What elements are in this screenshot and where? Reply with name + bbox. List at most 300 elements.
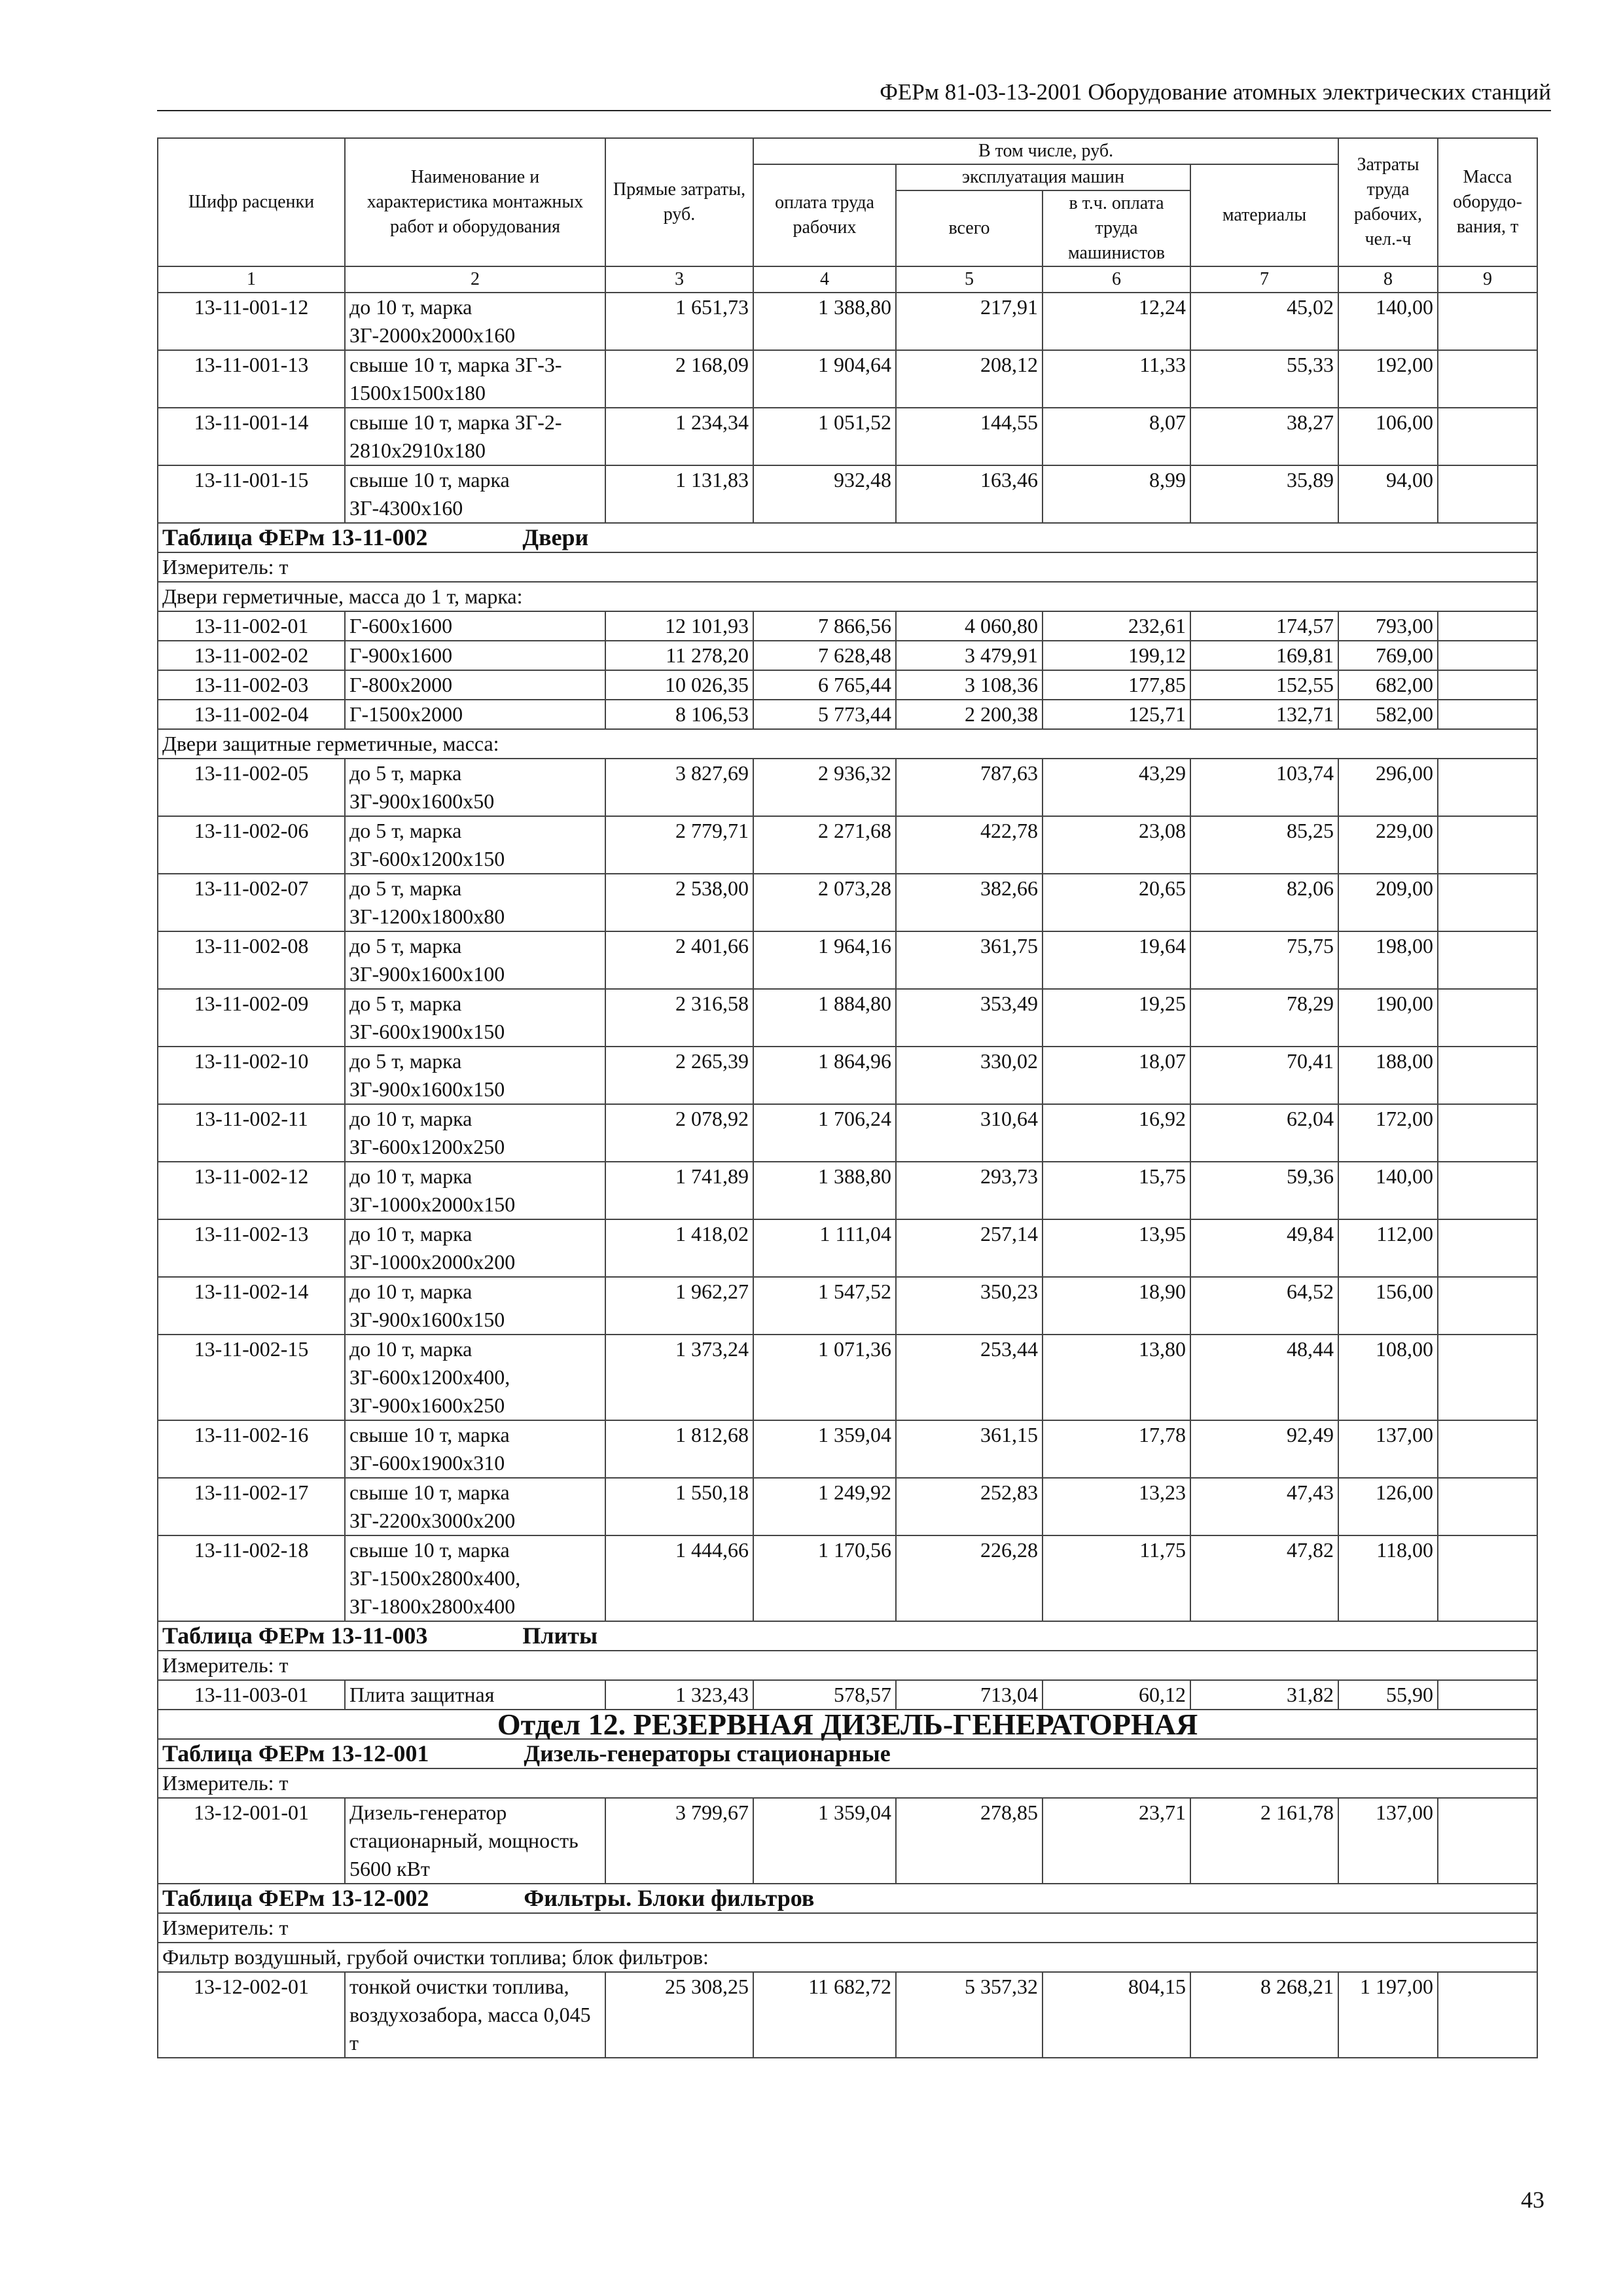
equipment-mass xyxy=(1438,670,1537,700)
materials-cost: 35,89 xyxy=(1190,465,1338,523)
worker-wages: 1 388,80 xyxy=(753,293,896,350)
machinist-wages: 43,29 xyxy=(1043,759,1190,816)
work-name: Г-900х1600 xyxy=(345,641,605,670)
labor-cost: 229,00 xyxy=(1338,816,1438,874)
work-name: до 5 т, марка ЗГ-600х1200х150 xyxy=(345,816,605,874)
equipment-mass xyxy=(1438,1162,1537,1219)
machine-cost: 278,85 xyxy=(896,1798,1043,1884)
labor-cost: 296,00 xyxy=(1338,759,1438,816)
machinist-wages: 19,25 xyxy=(1043,989,1190,1047)
direct-cost: 10 026,35 xyxy=(605,670,753,700)
rate-code: 13-11-003-01 xyxy=(158,1680,345,1710)
work-name: Плита защитная xyxy=(345,1680,605,1710)
machine-cost: 361,75 xyxy=(896,931,1043,989)
rate-code: 13-11-002-01 xyxy=(158,611,345,641)
worker-wages: 7 628,48 xyxy=(753,641,896,670)
rate-code: 13-11-002-06 xyxy=(158,816,345,874)
machinist-wages: 177,85 xyxy=(1043,670,1190,700)
work-name: свыше 10 т, марка ЗГ-600х1900х310 xyxy=(345,1420,605,1478)
table-row xyxy=(158,670,1537,700)
direct-cost: 2 779,71 xyxy=(605,816,753,874)
work-name: до 5 т, марка ЗГ-1200х1800х80 xyxy=(345,874,605,931)
labor-cost: 156,00 xyxy=(1338,1277,1438,1335)
rate-code: 13-11-002-13 xyxy=(158,1219,345,1277)
machine-cost: 2 200,38 xyxy=(896,700,1043,729)
col-wages-header: оплата труда рабочих xyxy=(753,164,896,266)
machine-cost: 253,44 xyxy=(896,1335,1043,1420)
direct-cost: 1 418,02 xyxy=(605,1219,753,1277)
machine-cost: 422,78 xyxy=(896,816,1043,874)
col-direct-header: Прямые затраты, руб. xyxy=(605,138,753,266)
machine-cost: 3 479,91 xyxy=(896,641,1043,670)
table-label: Таблица ФЕРм 13-11-003 xyxy=(162,1623,428,1649)
materials-cost: 103,74 xyxy=(1190,759,1338,816)
work-name: свыше 10 т, марка ЗГ-2-2810х2910х180 xyxy=(345,408,605,465)
machinist-wages: 8,07 xyxy=(1043,408,1190,465)
table-row xyxy=(158,465,1537,523)
direct-cost: 1 651,73 xyxy=(605,293,753,350)
direct-cost: 1 741,89 xyxy=(605,1162,753,1219)
table-label: Таблица ФЕРм 13-11-002 xyxy=(162,524,428,550)
table-title xyxy=(158,1739,1537,1768)
work-name: до 5 т, марка ЗГ-900х1600х150 xyxy=(345,1047,605,1104)
measure-unit: Измеритель: т xyxy=(158,552,1537,582)
direct-cost: 2 316,58 xyxy=(605,989,753,1047)
rate-code: 13-11-002-10 xyxy=(158,1047,345,1104)
machine-cost: 144,55 xyxy=(896,408,1043,465)
rate-code: 13-11-002-07 xyxy=(158,874,345,931)
table-name: Двери xyxy=(522,524,589,550)
materials-cost: 169,81 xyxy=(1190,641,1338,670)
machinist-wages: 13,23 xyxy=(1043,1478,1190,1535)
rate-code: 13-11-002-03 xyxy=(158,670,345,700)
group-row xyxy=(158,582,1537,611)
work-name: свыше 10 т, марка ЗГ-4300х160 xyxy=(345,465,605,523)
table-title-row xyxy=(158,523,1537,552)
machine-cost: 257,14 xyxy=(896,1219,1043,1277)
work-name: Г-800х2000 xyxy=(345,670,605,700)
machine-cost: 3 108,36 xyxy=(896,670,1043,700)
direct-cost: 1 812,68 xyxy=(605,1420,753,1478)
worker-wages: 1 071,36 xyxy=(753,1335,896,1420)
equipment-mass xyxy=(1438,1047,1537,1104)
materials-cost: 2 161,78 xyxy=(1190,1798,1338,1884)
equipment-mass xyxy=(1438,408,1537,465)
labor-cost: 172,00 xyxy=(1338,1104,1438,1162)
column-number: 9 xyxy=(1438,266,1537,293)
work-name: Г-600х1600 xyxy=(345,611,605,641)
work-name: до 10 т, марка ЗГ-2000х2000х160 xyxy=(345,293,605,350)
machine-cost: 217,91 xyxy=(896,293,1043,350)
rate-code: 13-11-002-14 xyxy=(158,1277,345,1335)
work-name: до 5 т, марка ЗГ-900х1600х100 xyxy=(345,931,605,989)
worker-wages: 1 964,16 xyxy=(753,931,896,989)
group-label: Двери герметичные, масса до 1 т, марка: xyxy=(158,582,1537,611)
measure-row xyxy=(158,1913,1537,1943)
materials-cost: 48,44 xyxy=(1190,1335,1338,1420)
worker-wages: 7 866,56 xyxy=(753,611,896,641)
worker-wages: 2 271,68 xyxy=(753,816,896,874)
machinist-wages: 199,12 xyxy=(1043,641,1190,670)
machine-cost: 382,66 xyxy=(896,874,1043,931)
rate-code: 13-12-002-01 xyxy=(158,1972,345,2058)
column-number: 6 xyxy=(1043,266,1190,293)
column-number: 7 xyxy=(1190,266,1338,293)
equipment-mass xyxy=(1438,1420,1537,1478)
work-name: Г-1500х2000 xyxy=(345,700,605,729)
worker-wages: 1 170,56 xyxy=(753,1535,896,1621)
materials-cost: 132,71 xyxy=(1190,700,1338,729)
rate-code: 13-11-001-13 xyxy=(158,350,345,408)
rate-code: 13-11-002-16 xyxy=(158,1420,345,1478)
table-name: Фильтры. Блоки фильтров xyxy=(524,1885,815,1911)
table-row xyxy=(158,1047,1537,1104)
equipment-mass xyxy=(1438,700,1537,729)
worker-wages: 1 706,24 xyxy=(753,1104,896,1162)
table-name: Дизель-генераторы стационарные xyxy=(524,1740,891,1767)
materials-cost: 152,55 xyxy=(1190,670,1338,700)
measure-unit: Измеритель: т xyxy=(158,1768,1537,1798)
equipment-mass xyxy=(1438,816,1537,874)
machine-cost: 208,12 xyxy=(896,350,1043,408)
machinist-wages: 125,71 xyxy=(1043,700,1190,729)
machinist-wages: 17,78 xyxy=(1043,1420,1190,1478)
machine-cost: 353,49 xyxy=(896,989,1043,1047)
labor-cost: 140,00 xyxy=(1338,293,1438,350)
labor-cost: 94,00 xyxy=(1338,465,1438,523)
rate-code: 13-11-002-02 xyxy=(158,641,345,670)
direct-cost: 11 278,20 xyxy=(605,641,753,670)
group-label: Фильтр воздушный, грубой очистки топлива; блок фильтров: xyxy=(158,1943,1537,1972)
rate-code: 13-11-002-04 xyxy=(158,700,345,729)
machinist-wages: 20,65 xyxy=(1043,874,1190,931)
materials-cost: 55,33 xyxy=(1190,350,1338,408)
worker-wages: 1 904,64 xyxy=(753,350,896,408)
work-name: до 10 т, марка ЗГ-1000х2000х200 xyxy=(345,1219,605,1277)
column-number: 5 xyxy=(896,266,1043,293)
direct-cost: 1 373,24 xyxy=(605,1335,753,1420)
labor-cost: 55,90 xyxy=(1338,1680,1438,1710)
direct-cost: 1 234,34 xyxy=(605,408,753,465)
rate-code: 13-11-001-15 xyxy=(158,465,345,523)
materials-cost: 47,82 xyxy=(1190,1535,1338,1621)
table-row xyxy=(158,611,1537,641)
machinist-wages: 8,99 xyxy=(1043,465,1190,523)
machinist-wages: 12,24 xyxy=(1043,293,1190,350)
worker-wages: 1 388,80 xyxy=(753,1162,896,1219)
labor-cost: 106,00 xyxy=(1338,408,1438,465)
work-name: до 10 т, марка ЗГ-600х1200х250 xyxy=(345,1104,605,1162)
machine-cost: 252,83 xyxy=(896,1478,1043,1535)
machine-cost: 5 357,32 xyxy=(896,1972,1043,2058)
equipment-mass xyxy=(1438,989,1537,1047)
machine-cost: 163,46 xyxy=(896,465,1043,523)
materials-cost: 49,84 xyxy=(1190,1219,1338,1277)
direct-cost: 2 538,00 xyxy=(605,874,753,931)
worker-wages: 2 936,32 xyxy=(753,759,896,816)
machinist-wages: 16,92 xyxy=(1043,1104,1190,1162)
direct-cost: 25 308,25 xyxy=(605,1972,753,2058)
work-name: до 5 т, марка ЗГ-600х1900х150 xyxy=(345,989,605,1047)
labor-cost: 118,00 xyxy=(1338,1535,1438,1621)
equipment-mass xyxy=(1438,350,1537,408)
table-row xyxy=(158,700,1537,729)
table-row xyxy=(158,1335,1537,1420)
rate-code: 13-11-001-14 xyxy=(158,408,345,465)
labor-cost: 582,00 xyxy=(1338,700,1438,729)
column-number: 1 xyxy=(158,266,345,293)
equipment-mass xyxy=(1438,1478,1537,1535)
direct-cost: 12 101,93 xyxy=(605,611,753,641)
table-label: Таблица ФЕРм 13-12-001 xyxy=(162,1740,429,1767)
equipment-mass xyxy=(1438,611,1537,641)
materials-cost: 59,36 xyxy=(1190,1162,1338,1219)
machinist-wages: 23,08 xyxy=(1043,816,1190,874)
work-name: до 10 т, марка ЗГ-600х1200х400, ЗГ-900х1600х250 xyxy=(345,1335,605,1420)
machinist-wages: 13,95 xyxy=(1043,1219,1190,1277)
table-title xyxy=(158,523,1537,552)
rate-code: 13-12-001-01 xyxy=(158,1798,345,1884)
labor-cost: 140,00 xyxy=(1338,1162,1438,1219)
machinist-wages: 15,75 xyxy=(1043,1162,1190,1219)
worker-wages: 5 773,44 xyxy=(753,700,896,729)
measure-row xyxy=(158,552,1537,582)
rate-code: 13-11-002-11 xyxy=(158,1104,345,1162)
materials-cost: 75,75 xyxy=(1190,931,1338,989)
table-row xyxy=(158,816,1537,874)
page-number: 43 xyxy=(1521,2187,1544,2213)
machine-cost: 330,02 xyxy=(896,1047,1043,1104)
rate-code: 13-11-002-09 xyxy=(158,989,345,1047)
section-row xyxy=(158,1710,1537,1739)
col-including-header: В том числе, руб. xyxy=(753,138,1338,164)
materials-cost: 174,57 xyxy=(1190,611,1338,641)
machinist-wages: 11,75 xyxy=(1043,1535,1190,1621)
worker-wages: 1 359,04 xyxy=(753,1798,896,1884)
materials-cost: 8 268,21 xyxy=(1190,1972,1338,2058)
direct-cost: 8 106,53 xyxy=(605,700,753,729)
equipment-mass xyxy=(1438,759,1537,816)
work-name: свыше 10 т, марка ЗГ-3-1500х1500х180 xyxy=(345,350,605,408)
table-row xyxy=(158,1478,1537,1535)
labor-cost: 198,00 xyxy=(1338,931,1438,989)
machinist-wages: 18,90 xyxy=(1043,1277,1190,1335)
table-title-row xyxy=(158,1884,1537,1913)
materials-cost: 62,04 xyxy=(1190,1104,1338,1162)
column-number: 2 xyxy=(345,266,605,293)
equipment-mass xyxy=(1438,1335,1537,1420)
direct-cost: 1 550,18 xyxy=(605,1478,753,1535)
equipment-mass xyxy=(1438,1798,1537,1884)
worker-wages: 6 765,44 xyxy=(753,670,896,700)
direct-cost: 3 827,69 xyxy=(605,759,753,816)
equipment-mass xyxy=(1438,1219,1537,1277)
table-row xyxy=(158,931,1537,989)
labor-cost: 769,00 xyxy=(1338,641,1438,670)
worker-wages: 1 051,52 xyxy=(753,408,896,465)
work-name: тонкой очистки топлива, воздухозабора, масса 0,045 т xyxy=(345,1972,605,2058)
equipment-mass xyxy=(1438,1535,1537,1621)
rate-code: 13-11-002-18 xyxy=(158,1535,345,1621)
labor-cost: 137,00 xyxy=(1338,1798,1438,1884)
equipment-mass xyxy=(1438,465,1537,523)
worker-wages: 2 073,28 xyxy=(753,874,896,931)
machine-cost: 350,23 xyxy=(896,1277,1043,1335)
table-name: Плиты xyxy=(522,1623,598,1649)
materials-cost: 85,25 xyxy=(1190,816,1338,874)
measure-unit: Измеритель: т xyxy=(158,1913,1537,1943)
table-title-row xyxy=(158,1739,1537,1768)
table-row xyxy=(158,759,1537,816)
worker-wages: 932,48 xyxy=(753,465,896,523)
page-header: ФЕРм 81-03-13-2001 Оборудование атомных электрических станций xyxy=(157,77,1551,111)
rate-code: 13-11-002-12 xyxy=(158,1162,345,1219)
table-row xyxy=(158,1219,1537,1277)
table-title xyxy=(158,1884,1537,1913)
equipment-mass xyxy=(1438,931,1537,989)
machine-cost: 226,28 xyxy=(896,1535,1043,1621)
labor-cost: 108,00 xyxy=(1338,1335,1438,1420)
rate-code: 13-11-002-05 xyxy=(158,759,345,816)
direct-cost: 1 444,66 xyxy=(605,1535,753,1621)
table-row xyxy=(158,1162,1537,1219)
work-name: свыше 10 т, марка ЗГ-2200х3000х200 xyxy=(345,1478,605,1535)
machine-cost: 4 060,80 xyxy=(896,611,1043,641)
worker-wages: 11 682,72 xyxy=(753,1972,896,2058)
group-label: Двери защитные герметичные, масса: xyxy=(158,729,1537,759)
labor-cost: 1 197,00 xyxy=(1338,1972,1438,2058)
materials-cost: 47,43 xyxy=(1190,1478,1338,1535)
equipment-mass xyxy=(1438,1972,1537,2058)
col-materials-header: материалы xyxy=(1190,164,1338,266)
measure-unit: Измеритель: т xyxy=(158,1651,1537,1680)
labor-cost: 137,00 xyxy=(1338,1420,1438,1478)
materials-cost: 45,02 xyxy=(1190,293,1338,350)
table-row xyxy=(158,1680,1537,1710)
table-row xyxy=(158,1535,1537,1621)
table-row xyxy=(158,1798,1537,1884)
machine-cost: 713,04 xyxy=(896,1680,1043,1710)
worker-wages: 578,57 xyxy=(753,1680,896,1710)
worker-wages: 1 359,04 xyxy=(753,1420,896,1478)
worker-wages: 1 249,92 xyxy=(753,1478,896,1535)
machinist-wages: 60,12 xyxy=(1043,1680,1190,1710)
machine-cost: 293,73 xyxy=(896,1162,1043,1219)
materials-cost: 92,49 xyxy=(1190,1420,1338,1478)
work-name: до 5 т, марка ЗГ-900х1600х50 xyxy=(345,759,605,816)
section-title: Отдел 12. РЕЗЕРВНАЯ ДИЗЕЛЬ-ГЕНЕРАТОРНАЯ xyxy=(158,1710,1537,1739)
rate-code: 13-11-002-08 xyxy=(158,931,345,989)
work-name: Дизель-генератор стационарный, мощность 5600 кВт xyxy=(345,1798,605,1884)
table-row xyxy=(158,350,1537,408)
col-machines-header: эксплуатация машин xyxy=(896,164,1190,190)
machine-cost: 361,15 xyxy=(896,1420,1043,1478)
equipment-mass xyxy=(1438,874,1537,931)
table-title xyxy=(158,1621,1537,1651)
table-row xyxy=(158,1104,1537,1162)
materials-cost: 31,82 xyxy=(1190,1680,1338,1710)
materials-cost: 78,29 xyxy=(1190,989,1338,1047)
col-mass-header: Масса оборудо-вания, т xyxy=(1438,138,1537,266)
col-machinist-wages-header: в т.ч. оплата труда машинистов xyxy=(1043,190,1190,266)
col-labor-header: Затраты труда рабочих, чел.-ч xyxy=(1338,138,1438,266)
measure-row xyxy=(158,1768,1537,1798)
table-row xyxy=(158,1972,1537,2058)
direct-cost: 1 131,83 xyxy=(605,465,753,523)
table-row xyxy=(158,1277,1537,1335)
equipment-mass xyxy=(1438,1680,1537,1710)
machinist-wages: 804,15 xyxy=(1043,1972,1190,2058)
labor-cost: 112,00 xyxy=(1338,1219,1438,1277)
machinist-wages: 23,71 xyxy=(1043,1798,1190,1884)
worker-wages: 1 864,96 xyxy=(753,1047,896,1104)
table-row xyxy=(158,408,1537,465)
direct-cost: 2 078,92 xyxy=(605,1104,753,1162)
col-machines-total-header: всего xyxy=(896,190,1043,266)
equipment-mass xyxy=(1438,1104,1537,1162)
work-name: до 10 т, марка ЗГ-1000х2000х150 xyxy=(345,1162,605,1219)
machinist-wages: 18,07 xyxy=(1043,1047,1190,1104)
rate-code: 13-11-002-15 xyxy=(158,1335,345,1420)
table-row xyxy=(158,1420,1537,1478)
machinist-wages: 11,33 xyxy=(1043,350,1190,408)
group-row xyxy=(158,1943,1537,1972)
worker-wages: 1 547,52 xyxy=(753,1277,896,1335)
materials-cost: 70,41 xyxy=(1190,1047,1338,1104)
labor-cost: 192,00 xyxy=(1338,350,1438,408)
work-name: до 10 т, марка ЗГ-900х1600х150 xyxy=(345,1277,605,1335)
machine-cost: 310,64 xyxy=(896,1104,1043,1162)
table-row xyxy=(158,641,1537,670)
labor-cost: 190,00 xyxy=(1338,989,1438,1047)
direct-cost: 3 799,67 xyxy=(605,1798,753,1884)
col-name-header: Наименование и характеристика монтажных работ и оборудования xyxy=(345,138,605,266)
rate-code: 13-11-001-12 xyxy=(158,293,345,350)
machinist-wages: 232,61 xyxy=(1043,611,1190,641)
column-number: 4 xyxy=(753,266,896,293)
materials-cost: 64,52 xyxy=(1190,1277,1338,1335)
direct-cost: 2 401,66 xyxy=(605,931,753,989)
labor-cost: 188,00 xyxy=(1338,1047,1438,1104)
col-code-header: Шифр расценки xyxy=(158,138,345,266)
direct-cost: 2 265,39 xyxy=(605,1047,753,1104)
column-number: 8 xyxy=(1338,266,1438,293)
worker-wages: 1 111,04 xyxy=(753,1219,896,1277)
group-row xyxy=(158,729,1537,759)
equipment-mass xyxy=(1438,293,1537,350)
table-label: Таблица ФЕРм 13-12-002 xyxy=(162,1885,429,1911)
labor-cost: 126,00 xyxy=(1338,1478,1438,1535)
rates-table xyxy=(157,137,1538,2058)
materials-cost: 38,27 xyxy=(1190,408,1338,465)
equipment-mass xyxy=(1438,1277,1537,1335)
worker-wages: 1 884,80 xyxy=(753,989,896,1047)
labor-cost: 682,00 xyxy=(1338,670,1438,700)
materials-cost: 82,06 xyxy=(1190,874,1338,931)
table-row xyxy=(158,293,1537,350)
table-row xyxy=(158,874,1537,931)
equipment-mass xyxy=(1438,641,1537,670)
direct-cost: 2 168,09 xyxy=(605,350,753,408)
labor-cost: 209,00 xyxy=(1338,874,1438,931)
measure-row xyxy=(158,1651,1537,1680)
direct-cost: 1 962,27 xyxy=(605,1277,753,1335)
work-name: свыше 10 т, марка ЗГ-1500х2800х400, ЗГ-1800х2800х400 xyxy=(345,1535,605,1621)
column-numbers-row xyxy=(158,266,1537,293)
labor-cost: 793,00 xyxy=(1338,611,1438,641)
table-title-row xyxy=(158,1621,1537,1651)
rate-code: 13-11-002-17 xyxy=(158,1478,345,1535)
